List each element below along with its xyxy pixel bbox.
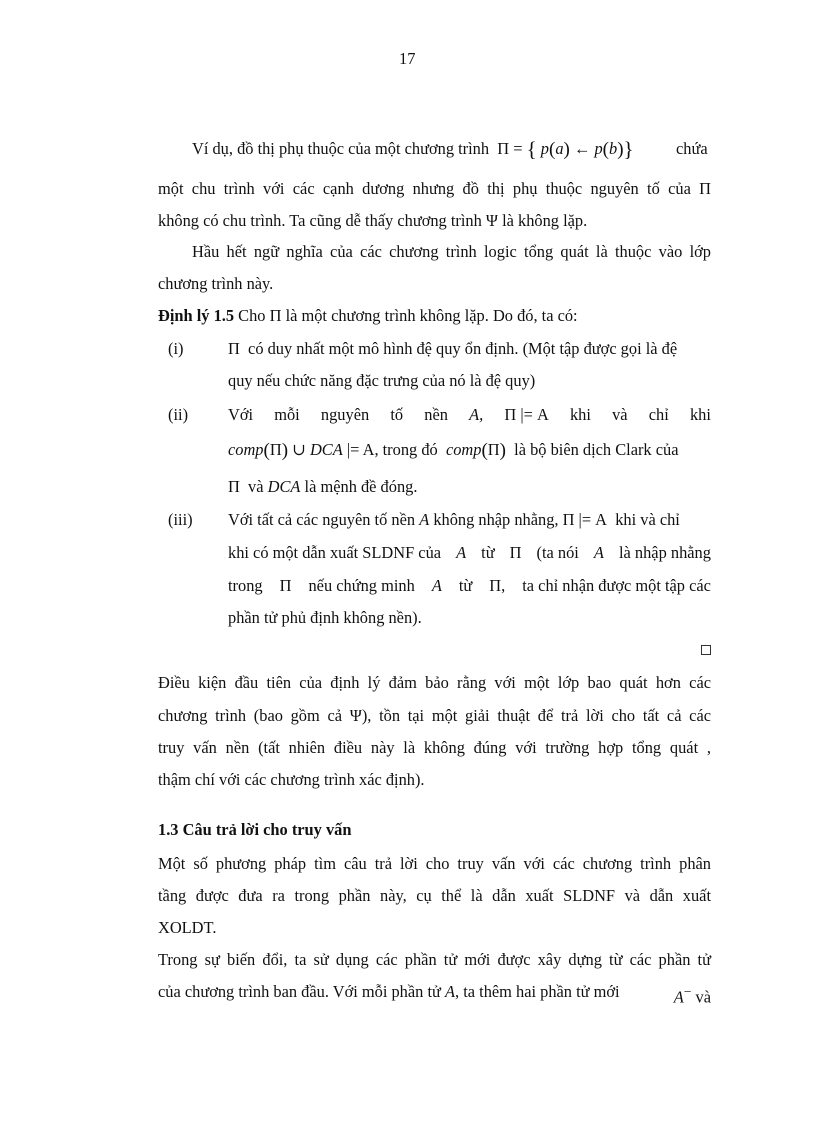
item-i-number: (i) (168, 339, 184, 358)
item-iii-line3: trong Π nếu chứng minh A từ Π, ta chỉ nhận được một tập các (228, 576, 711, 595)
section-p1-line2: tầng được đưa ra trong phần này, cụ thể là dẫn xuất SLDNF và dẫn xuất (158, 886, 711, 905)
item-iii-line4: phần tử phủ định không nền). (228, 608, 422, 627)
para1-line3: không có chu trình. Ta cũng dễ thấy chương trình Ψ là không lặp. (158, 211, 588, 230)
para2-line1: Hầu hết ngữ nghĩa của các chương trình logic tổng quát là thuộc vào lớp (192, 242, 711, 261)
item-i-line1: Π có duy nhất một mô hình đệ quy ổn định. (Một tập được gọi là đệ (228, 339, 678, 358)
para3-line3: truy vấn nền (tất nhiên điều này là không đúng với trường hợp tổng quát , (158, 738, 711, 757)
para1-line1 (192, 139, 634, 160)
para1-line1-end: chứa (676, 139, 708, 158)
para1-line2: một chu trình với các cạnh dương nhưng đồ thị phụ thuộc nguyên tố của Π (158, 179, 711, 198)
qed-square-icon (701, 645, 711, 655)
page-number: 17 (399, 49, 416, 68)
para3-line4: thậm chí với các chương trình xác định). (158, 770, 425, 789)
item-ii-line1: Với mỗi nguyên tố nền A, Π |= A khi và chỉ khi (228, 405, 711, 424)
item-iii-number: (iii) (168, 510, 193, 529)
section-p2-line1: Trong sự biến đổi, ta sử dụng các phần tử mới được xây dựng từ các phần tử (158, 950, 711, 969)
para3-line1: Điều kiện đầu tiên của định lý đảm bảo rằng với một lớp bao quát hơn các (158, 673, 711, 692)
item-ii-number: (ii) (168, 405, 189, 424)
section-p1-line1: Một số phương pháp tìm câu trả lời cho truy vấn với các chương trình phân (158, 854, 711, 873)
item-ii-line2: comp(Π) ∪ DCA |= A, trong đó comp(Π) là bộ biên dịch Clark của (228, 440, 679, 461)
math-program-def: Π = { p(a) ← p(b)} (497, 137, 634, 161)
para3-line2: chương trình (bao gồm cả Ψ), tồn tại một giải thuật để trả lời cho tất cả các (158, 706, 711, 725)
section-heading: 1.3 Câu trả lời cho truy vấn (158, 820, 352, 839)
item-iii-line2: khi có một dẫn xuất SLDNF của A từ Π (ta nói A là nhập nhằng (228, 543, 711, 562)
item-iii-line1: Với tất cả các nguyên tố nền A không nhập nhằng, Π |= A khi và chỉ (228, 510, 680, 529)
para1-text: Ví dụ, đồ thị phụ thuộc của một chương trình (192, 139, 490, 158)
theorem-label: Định lý 1.5 (158, 306, 235, 325)
item-i-line2: quy nếu chức năng đặc trưng của nó là đệ quy) (228, 371, 536, 390)
section-p2-line2: của chương trình ban đầu. Với mỗi phần tử A, ta thêm hai phần tử mới A− và (158, 982, 711, 1007)
item-ii-line3: Π và DCA là mệnh đề đóng. (228, 477, 418, 496)
section-p1-line3: XOLDT. (158, 918, 217, 937)
para2-line2: chương trình này. (158, 274, 274, 293)
theorem-statement: Định lý 1.5 Cho Π là một chương trình không lặp. Do đó, ta có: (158, 306, 578, 325)
